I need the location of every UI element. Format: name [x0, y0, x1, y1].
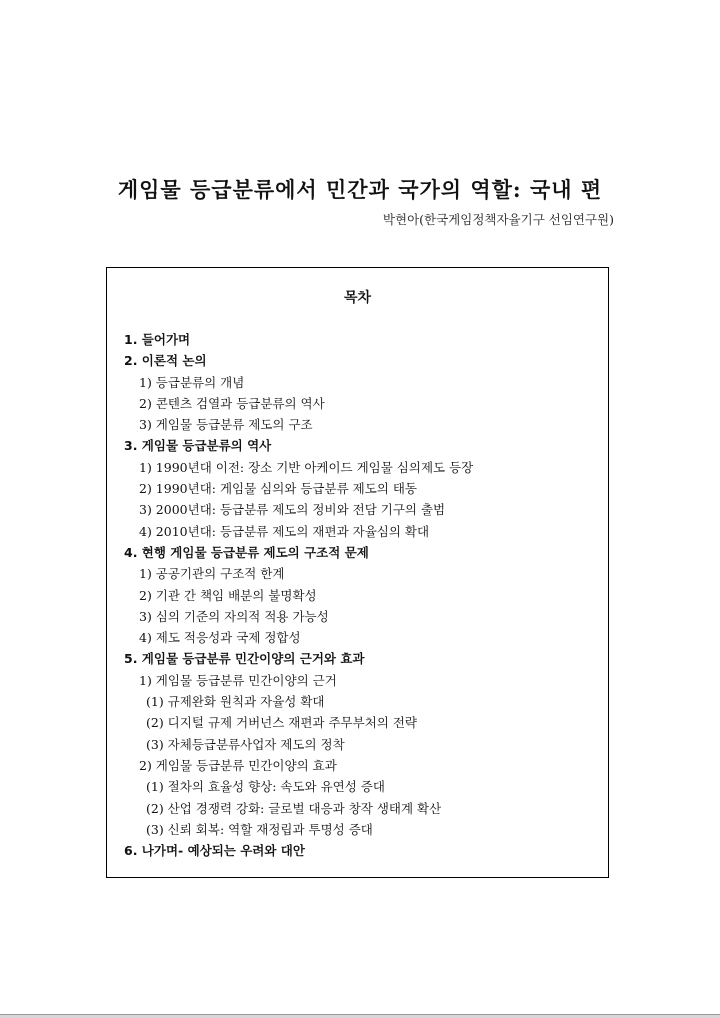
toc-subsection-item[interactable]: 2) 게임물 등급분류 민간이양의 효과	[139, 757, 337, 773]
toc-subsection-item[interactable]: 2) 1990년대: 게임물 심의와 등급분류 제도의 태동	[139, 481, 417, 497]
toc-subsection-item[interactable]: 4) 제도 적응성과 국제 정합성	[139, 630, 301, 646]
toc-subsubsection-item[interactable]: (2) 산업 경쟁력 강화: 글로벌 대응과 창작 생태계 확산	[146, 800, 442, 816]
toc-subsection-item[interactable]: 2) 콘텐츠 검열과 등급분류의 역사	[139, 395, 325, 411]
toc-subsection-item[interactable]: 3) 심의 기준의 자의적 적용 가능성	[139, 608, 329, 624]
toc-subsubsection-item[interactable]: (3) 신뢰 회복: 역할 재정립과 투명성 증대	[146, 821, 373, 837]
toc-section-item[interactable]: 6. 나가며- 예상되는 우려와 대안	[124, 843, 305, 859]
author-line: 박현아(한국게임정책자율기구 선임연구원)	[382, 212, 614, 227]
toc-heading: 목차	[343, 290, 372, 306]
toc-subsection-item[interactable]: 3) 게임물 등급분류 제도의 구조	[139, 417, 313, 433]
toc-list	[124, 329, 598, 861]
toc-subsection-item[interactable]: 1) 1990년대 이전: 장소 기반 아케이드 게임물 심의제도 등장	[139, 459, 474, 475]
toc-subsection-item[interactable]: 1) 등급분류의 개념	[139, 374, 245, 390]
page-bottom-divider	[0, 1014, 720, 1018]
toc-subsection-item[interactable]: 2) 기관 간 책임 배분의 불명확성	[139, 587, 317, 603]
toc-section-item[interactable]: 1. 들어가며	[124, 332, 191, 347]
toc-subsubsection-item[interactable]: (1) 규제완화 원칙과 자율성 확대	[146, 694, 325, 710]
toc-section-item[interactable]: 3. 게임물 등급분류의 역사	[124, 438, 272, 454]
toc-subsubsection-item[interactable]: (3) 자체등급분류사업자 제도의 정착	[146, 736, 345, 752]
toc-subsection-item[interactable]: 3) 2000년대: 등급분류 제도의 정비와 전담 기구의 출범	[139, 502, 446, 518]
toc-section-item[interactable]: 2. 이론적 논의	[124, 353, 207, 369]
toc-subsubsection-item[interactable]: (2) 디지털 규제 거버넌스 재편과 주무부처의 전략	[146, 715, 417, 731]
table-of-contents	[106, 267, 609, 878]
toc-subsection-item[interactable]: 1) 공공기관의 구조적 한계	[139, 566, 285, 582]
toc-subsection-item[interactable]: 1) 게임물 등급분류 민간이양의 근거	[139, 672, 337, 688]
toc-subsection-item[interactable]: 4) 2010년대: 등급분류 제도의 재편과 자율심의 확대	[139, 523, 430, 539]
toc-subsubsection-item[interactable]: (1) 절차의 효율성 향상: 속도와 유연성 증대	[146, 779, 385, 795]
toc-section-item[interactable]: 5. 게임물 등급분류 민간이양의 근거와 효과	[124, 651, 365, 667]
document-title: 게임물 등급분류에서 민간과 국가의 역할: 국내 편	[117, 177, 603, 202]
toc-section-item[interactable]: 4. 현행 게임물 등급분류 제도의 구조적 문제	[124, 544, 369, 560]
